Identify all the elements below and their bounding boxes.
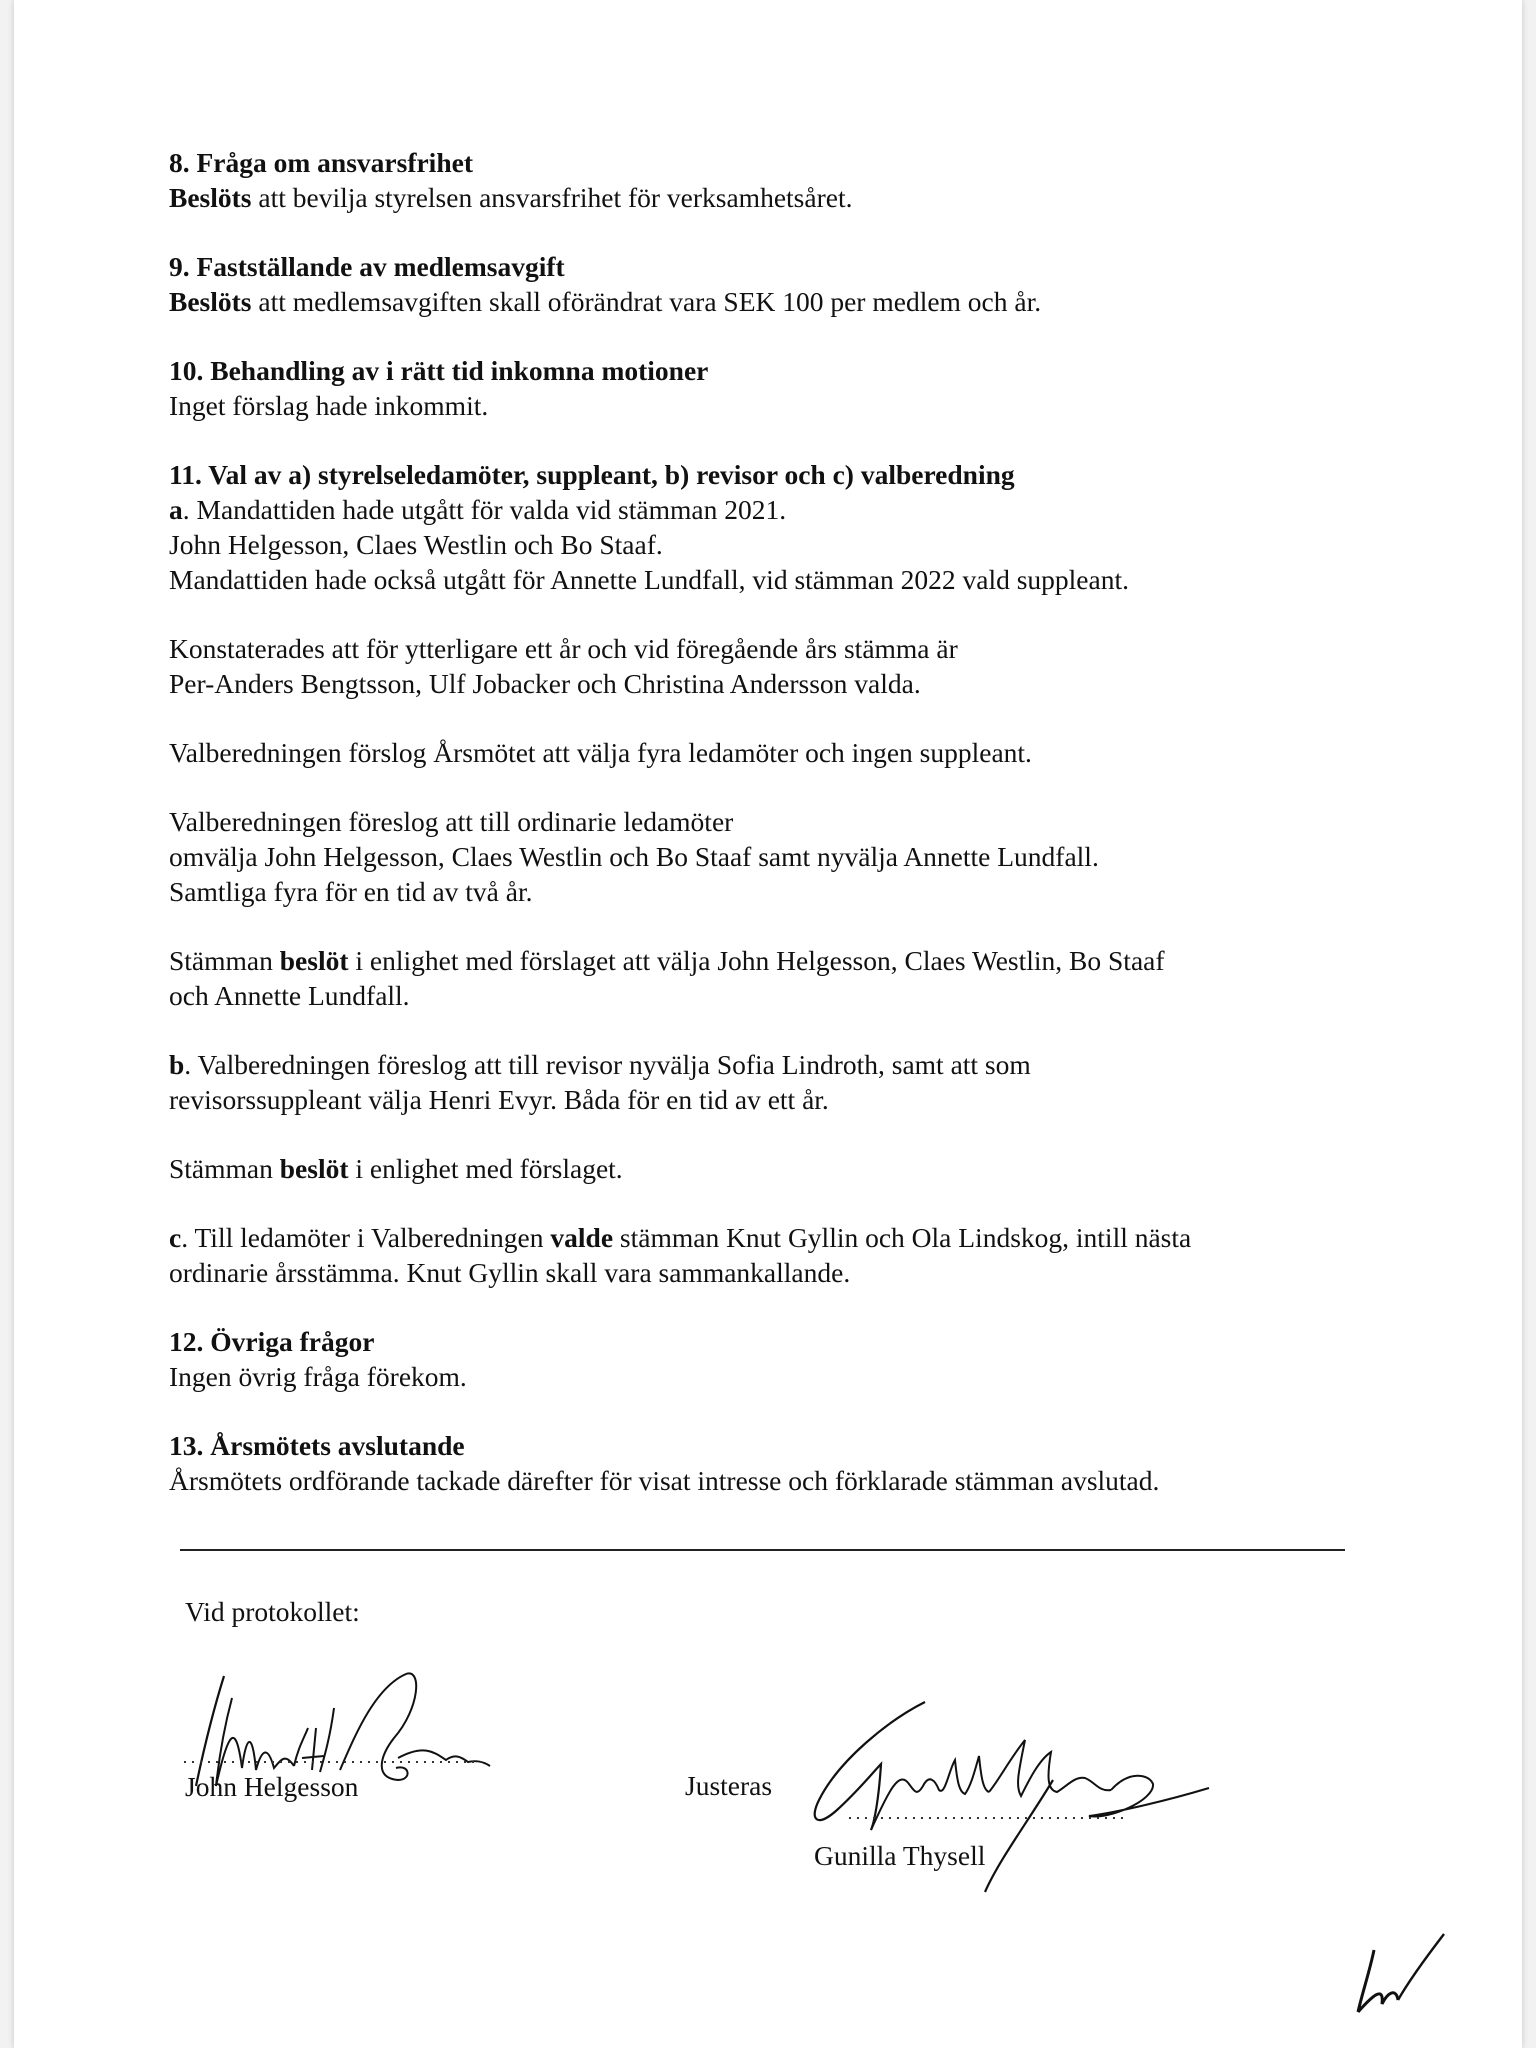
section-11 <box>169 457 1369 1290</box>
section-12 <box>169 1324 1369 1394</box>
signer-name-right: Gunilla Thysell <box>814 1840 986 1871</box>
section-13 <box>169 1428 1369 1498</box>
section-heading: 11. Val av a) styrelseledamöter, suppleant, b) revisor och c) valberedning <box>169 459 1015 490</box>
paragraph-c: c. Till ledamöter i Valberedningen valde stämman Knut Gyllin och Ola Lindskog, intill nästa ordinarie årsstämma. Knut Gyllin skall vara sammankallande. <box>169 1222 1192 1288</box>
section-heading: 9. Fastställande av medlemsavgift <box>169 251 565 282</box>
minutes-body <box>169 145 1369 1532</box>
paragraph-forslog: Valberedningen förslog Årsmötet att välja fyra ledamöter och ingen suppleant. <box>169 737 1032 768</box>
section-8 <box>169 145 1369 215</box>
document-page <box>14 0 1522 2048</box>
paragraph-beslot-val: Stämman beslöt i enlighet med förslaget att välja John Helgesson, Claes Westlin, Bo Staaf och Annette Lundfall. <box>169 945 1165 1011</box>
section-heading: 12. Övriga frågor <box>169 1326 375 1357</box>
initials-mark-image <box>1344 1930 1464 2020</box>
section-9 <box>169 249 1369 319</box>
section-text: Beslöts att bevilja styrelsen ansvarsfrihet för verksamhetsåret. <box>169 182 853 213</box>
section-text: Beslöts att medlemsavgiften skall oförändrat vara SEK 100 per medlem och år. <box>169 286 1042 317</box>
section-heading: 13. Årsmötets avslutande <box>169 1430 465 1461</box>
vid-protokollet-label: Vid protokollet: <box>185 1596 360 1627</box>
section-10 <box>169 353 1369 423</box>
section-text: Årsmötets ordförande tackade därefter för visat intresse och förklarade stämman avslutad. <box>169 1465 1160 1496</box>
justeras-label: Justeras <box>685 1770 773 1801</box>
paragraph-foreslog: Valberedningen föreslog att till ordinarie ledamöter omvälja John Helgesson, Claes Westlin och Bo Staaf samt nyvälja Annette Lundfall. Samtliga fyra för en tid av två år. <box>169 806 1099 907</box>
section-heading: 10. Behandling av i rätt tid inkomna motioner <box>169 355 709 386</box>
signer-name-left: John Helgesson <box>185 1771 359 1802</box>
paragraph-konstaterades: Konstaterades att för ytterligare ett år och vid föregående års stämma är Per-Anders Bengtsson, Ulf Jobacker och Christina Andersson valda. <box>169 633 958 699</box>
divider-line <box>180 1549 1345 1551</box>
paragraph-beslot-revisor: Stämman beslöt i enlighet med förslaget. <box>169 1153 623 1184</box>
paragraph-a: a. Mandattiden hade utgått för valda vid stämman 2021. John Helgesson, Claes Westlin och Bo Staaf. Mandattiden hade också utgått för Annette Lundfall, vid stämman 2022 vald suppleant. <box>169 494 1129 595</box>
section-text: Inget förslag hade inkommit. <box>169 390 489 421</box>
section-heading: 8. Fråga om ansvarsfrihet <box>169 147 473 178</box>
section-text: Ingen övrig fråga förekom. <box>169 1361 467 1392</box>
paragraph-b: b. Valberedningen föreslog att till revisor nyvälja Sofia Lindroth, samt att som revisorssuppleant välja Henri Evyr. Båda för en tid av ett år. <box>169 1049 1031 1115</box>
